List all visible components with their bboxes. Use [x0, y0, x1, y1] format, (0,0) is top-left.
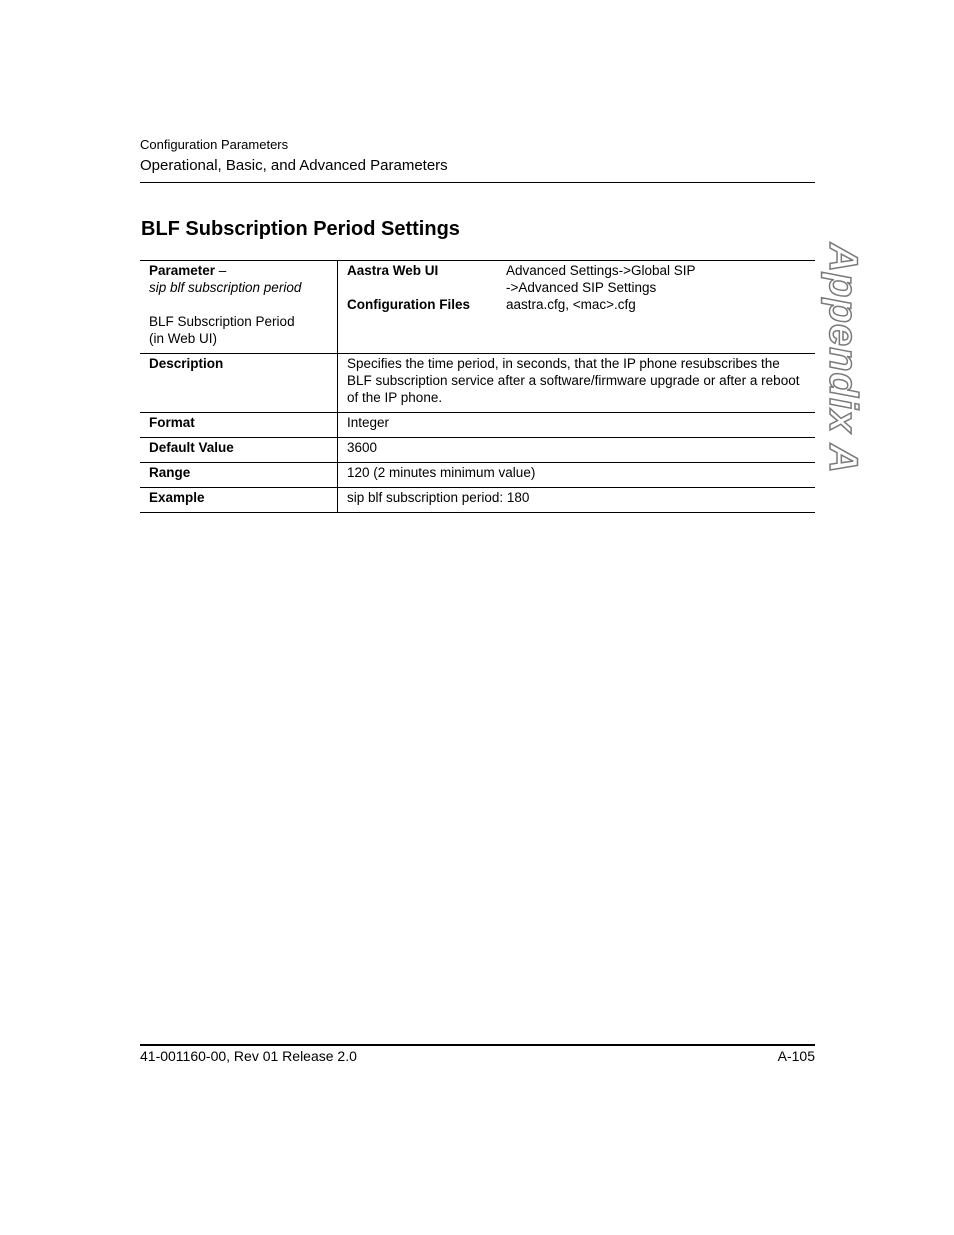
aastra-web-ui-value-line2: ->Advanced SIP Settings — [506, 280, 657, 295]
header-section: Operational, Basic, and Advanced Parameters — [140, 157, 448, 174]
row-value: 3600 — [347, 440, 378, 455]
table-row — [140, 463, 815, 488]
parameter-name: sip blf subscription period — [149, 280, 302, 295]
web-ui-name-line1: BLF Subscription Period — [149, 314, 295, 329]
row-value: sip blf subscription period: 180 — [347, 490, 530, 505]
location-cell — [338, 261, 816, 354]
appendix-tab — [812, 242, 872, 474]
parameter-cell — [140, 261, 338, 354]
web-ui-name-line2: (in Web UI) — [149, 331, 218, 346]
aastra-web-ui-label: Aastra Web UI — [347, 263, 439, 278]
row-label: Range — [140, 463, 338, 488]
header-rule — [140, 182, 815, 183]
row-value: 120 (2 minutes minimum value) — [347, 465, 536, 480]
footer-page-number: A-105 — [777, 1048, 815, 1064]
parameter-dash: – — [215, 263, 227, 278]
row-label: Description — [140, 354, 338, 413]
row-label: Default Value — [140, 438, 338, 463]
parameter-table — [140, 260, 815, 513]
footer-rule — [140, 1044, 815, 1046]
config-files-label: Configuration Files — [347, 297, 470, 312]
aastra-web-ui-value-line1: Advanced Settings->Global SIP — [506, 263, 696, 278]
table-row — [140, 354, 815, 413]
table-row — [140, 488, 815, 513]
header-chapter: Configuration Parameters — [140, 137, 289, 152]
section-title: BLF Subscription Period Settings — [141, 218, 460, 240]
config-files-value: aastra.cfg, <mac>.cfg — [506, 297, 636, 312]
appendix-tab-label: Appendix A — [820, 242, 865, 474]
row-value: Integer — [347, 415, 390, 430]
row-label: Example — [140, 488, 338, 513]
parameter-label: Parameter — [149, 263, 216, 278]
table-row — [140, 438, 815, 463]
row-label: Format — [140, 413, 338, 438]
footer-doc-id: 41-001160-00, Rev 01 Release 2.0 — [140, 1048, 357, 1064]
table-row-parameter — [140, 261, 815, 354]
row-value: Specifies the time period, in seconds, that the IP phone resubscribes the BLF subscription service after a software/firmware upgrade or after a reboot of the IP phone. — [347, 356, 800, 405]
table-row — [140, 413, 815, 438]
